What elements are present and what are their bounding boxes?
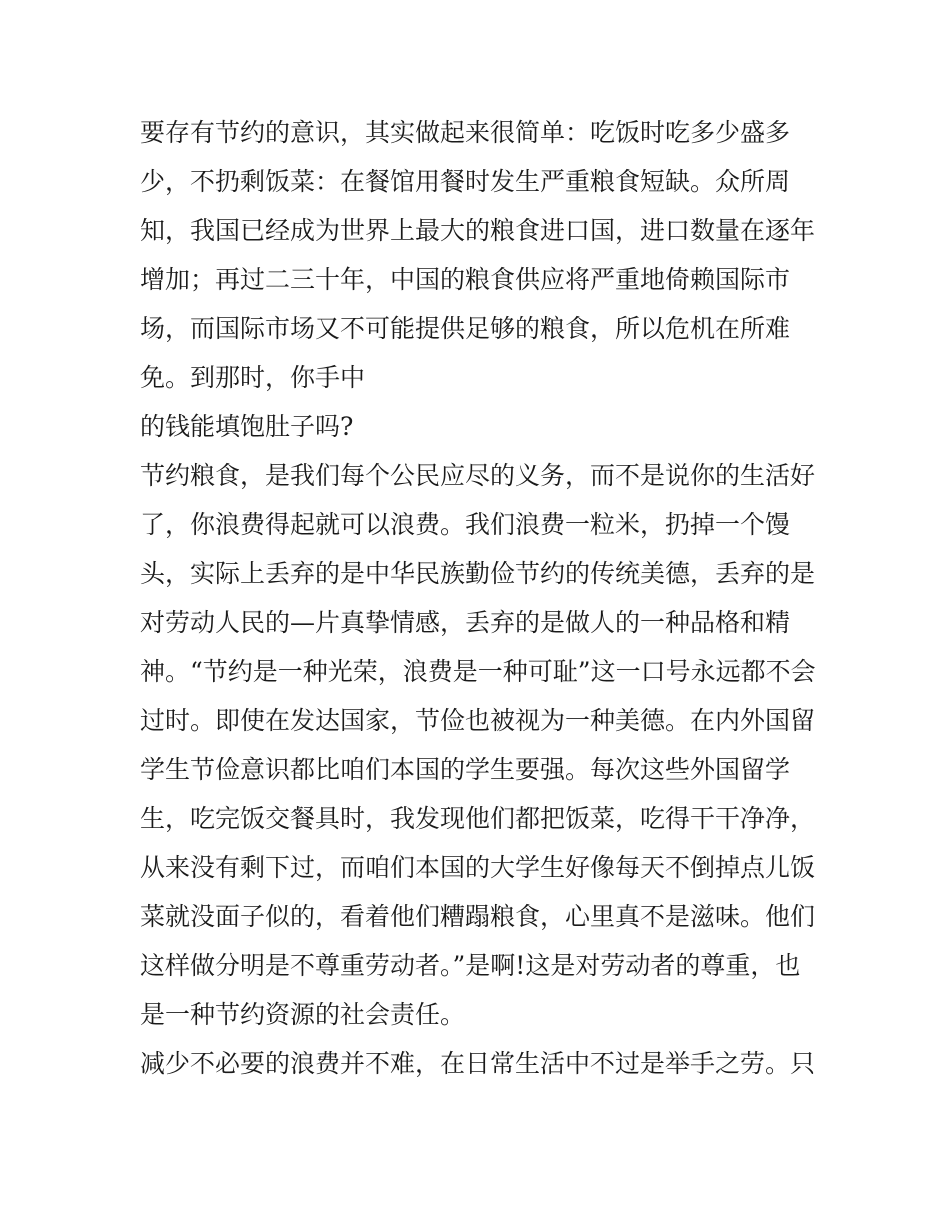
text-line: 增加；再过二三十年，中国的粮食供应将严重地倚赖国际市 — [140, 265, 791, 294]
text-line: 了，你浪费得起就可以浪费。我们浪费一粒米，扔掉一个馒 — [140, 510, 791, 539]
text-line: 神。“节约是一种光荣，浪费是一种可耻”这一口号永远都不会 — [140, 657, 816, 686]
text-line: 节约粮食，是我们每个公民应尽的义务，而不是说你的生活好 — [140, 461, 816, 490]
text-line: 头，实际上丢弃的是中华民族勤俭节约的传统美德，丢弃的是 — [140, 559, 816, 588]
text-line: 从来没有剩下过，而咱们本国的大学生好像每天不倒掉点儿饭 — [140, 853, 816, 882]
text-line: 是一种节约资源的社会责任。 — [140, 1000, 466, 1029]
text-line: 场，而国际市场又不可能提供足够的粮食，所以危机在所难 — [140, 314, 791, 343]
text-line: 学生节俭意识都比咱们本国的学生要强。每次这些外国留学 — [140, 755, 791, 784]
text-line: 减少不必要的浪费并不难，在日常生活中不过是举手之劳。只 — [140, 1049, 816, 1078]
text-line: 知，我国已经成为世界上最大的粮食进口国，进口数量在逐年 — [140, 216, 816, 245]
text-line: 的钱能填饱肚子吗? — [140, 412, 354, 441]
text-line: 这样做分明是不尊重劳动者。”是啊!这是对劳动者的尊重，也 — [140, 951, 801, 980]
text-line: 生，吃完饭交餐具时，我发现他们都把饭菜，吃得干干净净， — [140, 804, 816, 833]
document-body — [140, 108, 820, 1088]
text-line: 菜就没面子似的，看着他们糟蹋粮食，心里真不是滋味。他们 — [140, 902, 816, 931]
text-line: 过时。即使在发达国家，节俭也被视为一种美德。在内外国留 — [140, 706, 816, 735]
text-line: 要存有节约的意识，其实做起来很简单：吃饭时吃多少盛多 — [140, 118, 791, 147]
text-line: 免。到那时，你手中 — [140, 363, 366, 392]
text-line: 少，不扔剩饭菜：在餐馆用餐时发生严重粮食短缺。众所周 — [140, 167, 791, 196]
text-line: 对劳动人民的—片真挚情感，丢弃的是做人的一种品格和精 — [140, 608, 791, 637]
